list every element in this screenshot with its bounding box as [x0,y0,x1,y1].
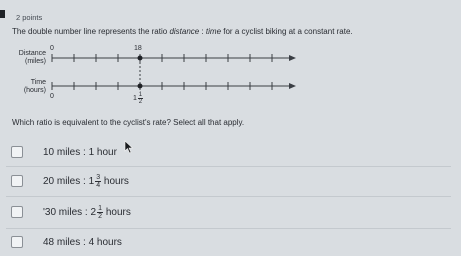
option-2-checkbox[interactable] [11,175,23,187]
option-10-miles-1-hour[interactable] [6,138,451,166]
double-number-line [0,0,461,115]
option-1-text: 10 miles : 1 hour [43,146,117,158]
mouse-cursor-icon [124,140,134,154]
time-value-denominator: 2 [138,99,143,105]
question-term-distance: distance [169,27,200,36]
option-3-denominator: 2 [98,212,102,220]
option-3-post: hours [103,206,131,218]
option-1-checkbox[interactable] [11,146,23,158]
points-label: 2 points [16,13,43,22]
distance-zero-label: 0 [50,45,54,52]
option-3-text [43,205,131,220]
time-value-whole: 1 [133,95,137,102]
question-term-time: time [205,27,222,36]
option-2-post: hours [101,175,129,187]
time-value-numerator: 1 [138,92,143,98]
option-3-numerator: 1 [98,204,102,212]
option-4-text: 48 miles : 4 hours [43,236,122,248]
option-30-miles[interactable] [6,198,451,226]
distance-axis-label [6,50,46,66]
option-2-pre: 20 miles : 1 [43,175,95,187]
time-zero-label: 0 [50,93,54,100]
option-2-text [43,174,129,189]
option-20-miles[interactable] [6,167,451,195]
time-value-fraction [138,92,143,105]
distance-point [138,56,143,61]
option-3-pre: '30 miles : 2 [43,206,97,218]
time-point [138,84,143,89]
option-4-checkbox[interactable] [11,236,23,248]
time-unit-label: (hours) [23,87,46,94]
question-suffix: for a cyclist biking at a constant rate. [221,27,353,36]
time-axis-label [6,79,46,95]
question-prefix: The double number line represents the ratio [12,27,170,36]
option-divider [6,196,451,197]
option-2-numerator: 3 [96,173,101,181]
option-48-miles-4-hours[interactable] [6,228,451,256]
distance-label: Distance [18,50,46,57]
distance-unit-label: (miles) [25,58,46,65]
option-3-checkbox[interactable] [11,206,23,218]
select-prompt: Which ratio is equivalent to the cyclist's rate? Select all that apply. [12,118,245,127]
time-value-label [133,92,143,105]
time-arrow-icon [289,83,296,89]
distance-value-label: 18 [134,45,142,52]
question-ratio-sep: : [199,27,206,36]
distance-arrow-icon [289,55,296,61]
time-label: Time [30,79,46,86]
option-2-denominator: 4 [96,181,101,189]
